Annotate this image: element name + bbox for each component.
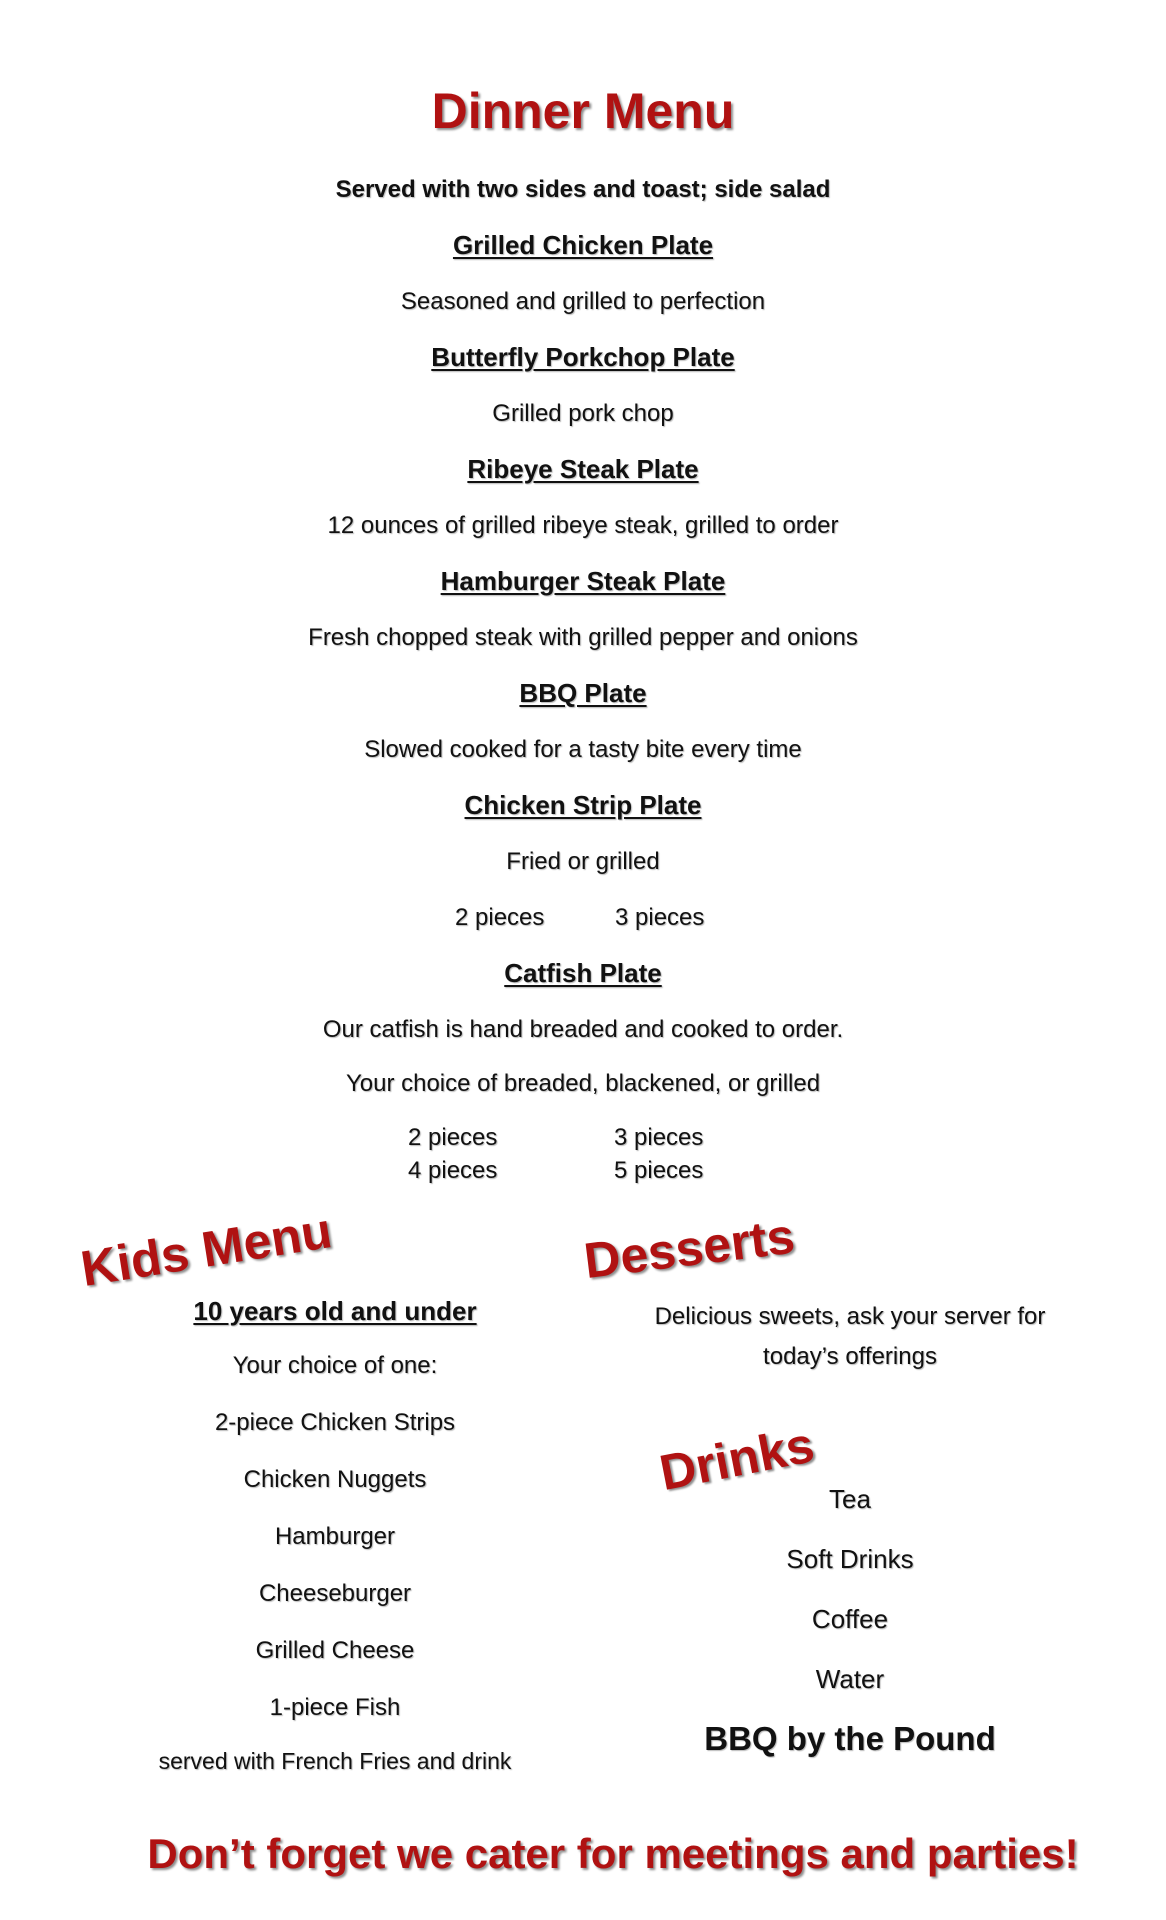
catfish-option: 4 pieces bbox=[408, 1157, 498, 1184]
desserts-title: Desserts bbox=[581, 1207, 798, 1290]
menu-item-name: BBQ Plate bbox=[519, 678, 647, 708]
desserts-text: today’s offerings bbox=[763, 1343, 937, 1370]
menu-item-desc: Fried or grilled bbox=[506, 848, 660, 875]
menu-item-desc: Grilled pork chop bbox=[492, 400, 674, 427]
kids-menu-section bbox=[80, 1296, 590, 1775]
desserts-section bbox=[610, 1303, 1090, 1371]
catfish-option: 5 pieces bbox=[614, 1157, 704, 1184]
menu-item-name: Butterfly Porkchop Plate bbox=[431, 342, 735, 372]
menu-item-name: Ribeye Steak Plate bbox=[467, 454, 699, 484]
dinner-subtitle: Served with two sides and toast; side salad bbox=[335, 176, 831, 203]
menu-item-desc: 12 ounces of grilled ribeye steak, grilled to order bbox=[327, 512, 839, 539]
kids-intro: Your choice of one: bbox=[232, 1352, 438, 1379]
menu-item-name: Chicken Strip Plate bbox=[464, 790, 702, 820]
menu-item-name: Grilled Chicken Plate bbox=[452, 230, 714, 260]
menu-item-name: Hamburger Steak Plate bbox=[440, 566, 726, 596]
kids-menu-item: Chicken Nuggets bbox=[243, 1466, 427, 1493]
kids-menu-item: 2-piece Chicken Strips bbox=[214, 1409, 456, 1436]
catering-footer: Don’t forget we cater for meetings and parties! bbox=[147, 1830, 1079, 1877]
kids-note: served with French Fries and drink bbox=[158, 1748, 512, 1774]
drinks-section bbox=[720, 1484, 980, 1724]
drink-item: Tea bbox=[829, 1484, 871, 1514]
menu-item-desc: Seasoned and grilled to perfection bbox=[400, 288, 766, 315]
catfish-choice: Your choice of breaded, blackened, or grilled bbox=[345, 1070, 821, 1097]
bbq-by-the-pound: BBQ by the Pound bbox=[704, 1720, 996, 1757]
drink-item: Water bbox=[815, 1664, 885, 1694]
menu-item-desc: Our catfish is hand breaded and cooked to order. bbox=[322, 1016, 844, 1043]
kids-menu-item: Grilled Cheese bbox=[255, 1637, 415, 1664]
chicken-strip-option: 3 pieces bbox=[615, 904, 705, 931]
drinks-title: Drinks bbox=[655, 1416, 819, 1502]
kids-menu-item: 1-piece Fish bbox=[269, 1694, 401, 1721]
kids-menu-item: Hamburger bbox=[274, 1523, 396, 1550]
catfish-option: 3 pieces bbox=[614, 1124, 704, 1151]
desserts-text: Delicious sweets, ask your server for bbox=[654, 1303, 1046, 1330]
kids-subtitle: 10 years old and under bbox=[193, 1296, 477, 1326]
catfish-option: 2 pieces bbox=[408, 1124, 498, 1151]
kids-menu-title: Kids Menu bbox=[77, 1202, 336, 1298]
drink-item: Coffee bbox=[811, 1604, 889, 1634]
menu-item-name: Catfish Plate bbox=[504, 958, 662, 988]
chicken-strip-option: 2 pieces bbox=[455, 904, 545, 931]
drink-item: Soft Drinks bbox=[786, 1544, 914, 1574]
menu-item-desc: Fresh chopped steak with grilled pepper and onions bbox=[308, 624, 858, 651]
dinner-menu-title: Dinner Menu bbox=[431, 83, 735, 139]
kids-menu-item: Cheeseburger bbox=[258, 1580, 412, 1607]
menu-item-desc: Slowed cooked for a tasty bite every time bbox=[364, 736, 802, 763]
